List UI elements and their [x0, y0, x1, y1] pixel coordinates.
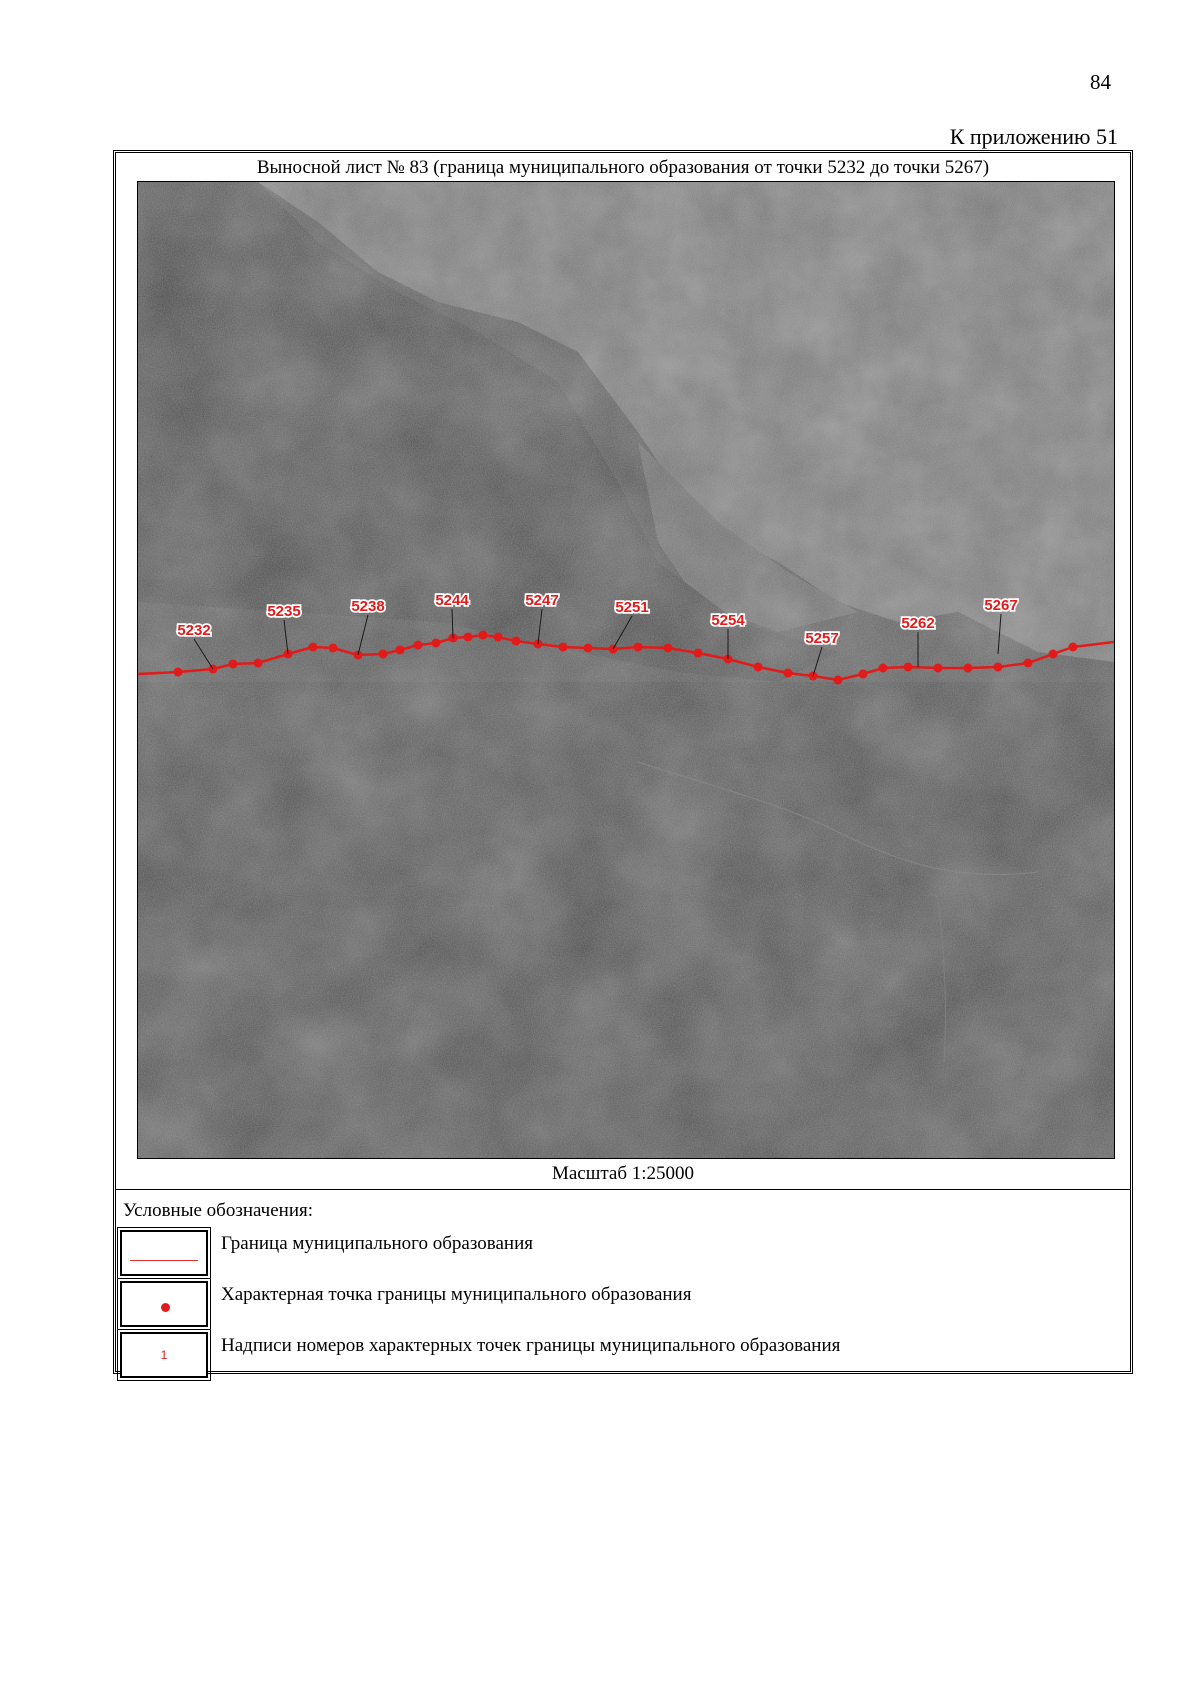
point-label-5251: 5251	[615, 599, 649, 616]
legend-item-boundary	[120, 1230, 1110, 1278]
point-label-5235: 5235	[267, 603, 301, 620]
boundary-point[interactable]	[414, 641, 423, 650]
boundary-point[interactable]	[934, 664, 943, 673]
boundary-point[interactable]	[664, 644, 673, 653]
boundary-point[interactable]	[329, 644, 338, 653]
boundary-point[interactable]	[964, 664, 973, 673]
appendix-reference: К приложению 51	[949, 124, 1118, 149]
legend-item-number	[120, 1332, 1110, 1380]
satellite-map[interactable]	[137, 181, 1115, 1159]
map-scale: Масштаб 1:25000	[551, 1163, 695, 1184]
legend	[116, 1189, 1130, 1371]
legend-item-text: Граница муниципального образования	[221, 1233, 533, 1254]
legend-symbol-box	[120, 1281, 208, 1327]
boundary-point[interactable]	[432, 639, 441, 648]
legend-item-point	[120, 1281, 1110, 1329]
boundary-point[interactable]	[879, 664, 888, 673]
boundary-line-symbol	[130, 1260, 198, 1261]
sheet-title: Выносной лист № 83 (граница муниципального образования от точки 5232 до точки 5267)	[256, 157, 990, 178]
boundary-point[interactable]	[784, 669, 793, 678]
boundary-point[interactable]	[754, 663, 763, 672]
point-label-5267: 5267	[984, 597, 1018, 614]
map-sheet-frame	[113, 150, 1133, 1374]
boundary-point[interactable]	[379, 650, 388, 659]
boundary-point[interactable]	[994, 663, 1003, 672]
boundary-point[interactable]	[479, 631, 488, 640]
boundary-point-symbol	[161, 1303, 170, 1312]
boundary-point[interactable]	[309, 643, 318, 652]
legend-item-text: Характерная точка границы муниципального образования	[221, 1284, 692, 1305]
boundary-point[interactable]	[254, 659, 263, 668]
boundary-point[interactable]	[834, 676, 843, 685]
boundary-point[interactable]	[904, 663, 913, 672]
boundary-point[interactable]	[559, 643, 568, 652]
boundary-point[interactable]	[694, 649, 703, 658]
boundary-point[interactable]	[396, 646, 405, 655]
boundary-point[interactable]	[1049, 650, 1058, 659]
boundary-point[interactable]	[464, 633, 473, 642]
boundary-point[interactable]	[584, 644, 593, 653]
legend-symbol-box	[120, 1230, 208, 1276]
point-label-5244: 5244	[435, 592, 469, 609]
boundary-point[interactable]	[634, 643, 643, 652]
boundary-point[interactable]	[859, 670, 868, 679]
boundary-point[interactable]	[512, 637, 521, 646]
point-label-5247: 5247	[525, 592, 559, 609]
point-label-5262: 5262	[901, 615, 935, 632]
legend-symbol-box	[120, 1332, 208, 1378]
point-number-symbol: 1	[160, 1348, 168, 1362]
boundary-point[interactable]	[174, 668, 183, 677]
page-number: 84	[1090, 70, 1111, 94]
boundary-point[interactable]	[229, 660, 238, 669]
point-label-5238: 5238	[351, 598, 385, 615]
map-canvas	[138, 182, 1114, 1158]
boundary-point[interactable]	[1024, 659, 1033, 668]
legend-title: Условные обозначения:	[123, 1200, 314, 1221]
legend-item-text: Надписи номеров характерных точек границы муниципального образования	[221, 1335, 841, 1356]
point-label-5254: 5254	[711, 612, 745, 629]
point-label-5257: 5257	[805, 630, 839, 647]
point-label-5232: 5232	[177, 622, 211, 639]
boundary-point[interactable]	[1069, 643, 1078, 652]
boundary-point[interactable]	[494, 633, 503, 642]
